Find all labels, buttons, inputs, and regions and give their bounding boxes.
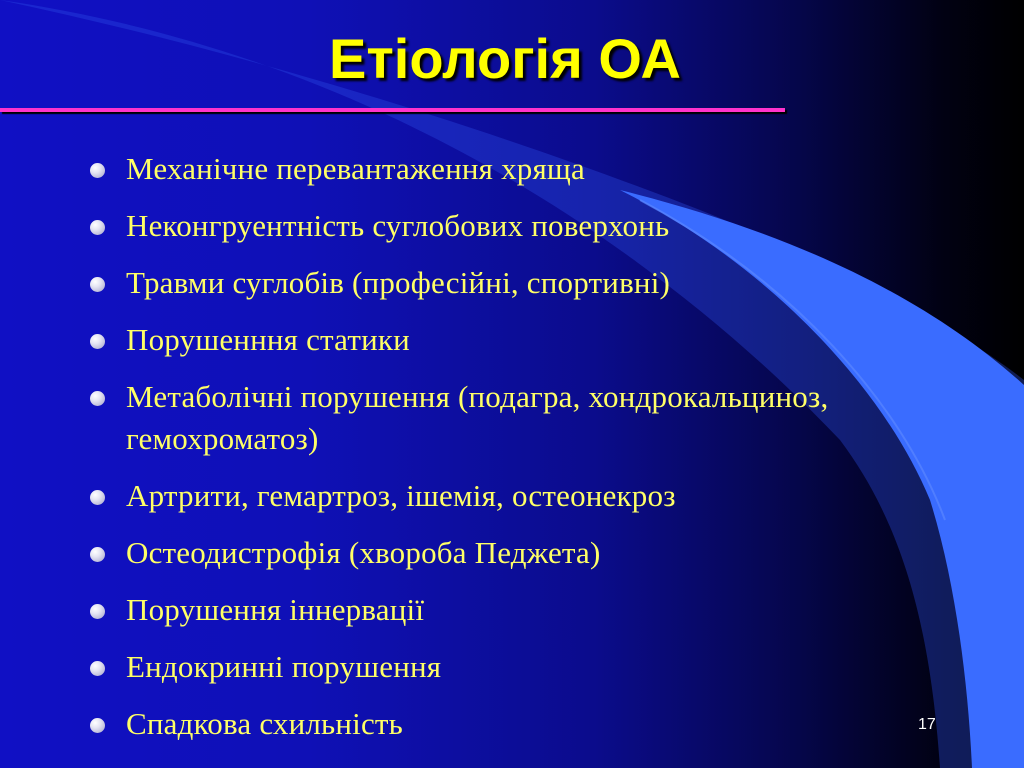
list-item [88, 148, 848, 190]
list-item [88, 589, 848, 631]
title-underline [0, 108, 785, 112]
bullet-dot-icon [90, 220, 105, 235]
bullet-list [88, 148, 848, 760]
list-item [88, 205, 848, 247]
bullet-text: Порушення іннервації [126, 592, 425, 627]
list-item [88, 646, 848, 688]
bullet-dot-icon [90, 604, 105, 619]
bullet-dot-icon [90, 163, 105, 178]
bullet-dot-icon [90, 277, 105, 292]
list-item [88, 319, 848, 361]
list-item [88, 262, 848, 304]
bullet-text: Порушенння статики [126, 322, 410, 357]
bullet-text: Метаболічні порушення (подагра, хондрокальциноз, гемохроматоз) [126, 379, 829, 456]
slide-number: 17 [918, 716, 936, 733]
bullet-dot-icon [90, 718, 105, 733]
bullet-text: Травми суглобів (професійні, спортивні) [126, 265, 671, 300]
list-item [88, 475, 848, 517]
list-item [88, 703, 848, 745]
bullet-text: Остеодистрофія (хвороба Педжета) [126, 535, 601, 570]
bullet-dot-icon [90, 547, 105, 562]
bullet-text: Механічне перевантаження хряща [126, 151, 585, 186]
list-item [88, 376, 848, 460]
bullet-text: Неконгруентність суглобових поверхонь [126, 208, 670, 243]
bullet-dot-icon [90, 391, 105, 406]
bullet-text: Спадкова схильність [126, 706, 404, 741]
bullet-text: Артрити, гемартроз, ішемія, остеонекроз [126, 478, 676, 513]
bullet-dot-icon [90, 661, 105, 676]
bullet-dot-icon [90, 490, 105, 505]
bullet-text: Ендокринні порушення [126, 649, 442, 684]
list-item [88, 532, 848, 574]
bullet-dot-icon [90, 334, 105, 349]
slide-title: Етіологія ОА [329, 27, 681, 90]
